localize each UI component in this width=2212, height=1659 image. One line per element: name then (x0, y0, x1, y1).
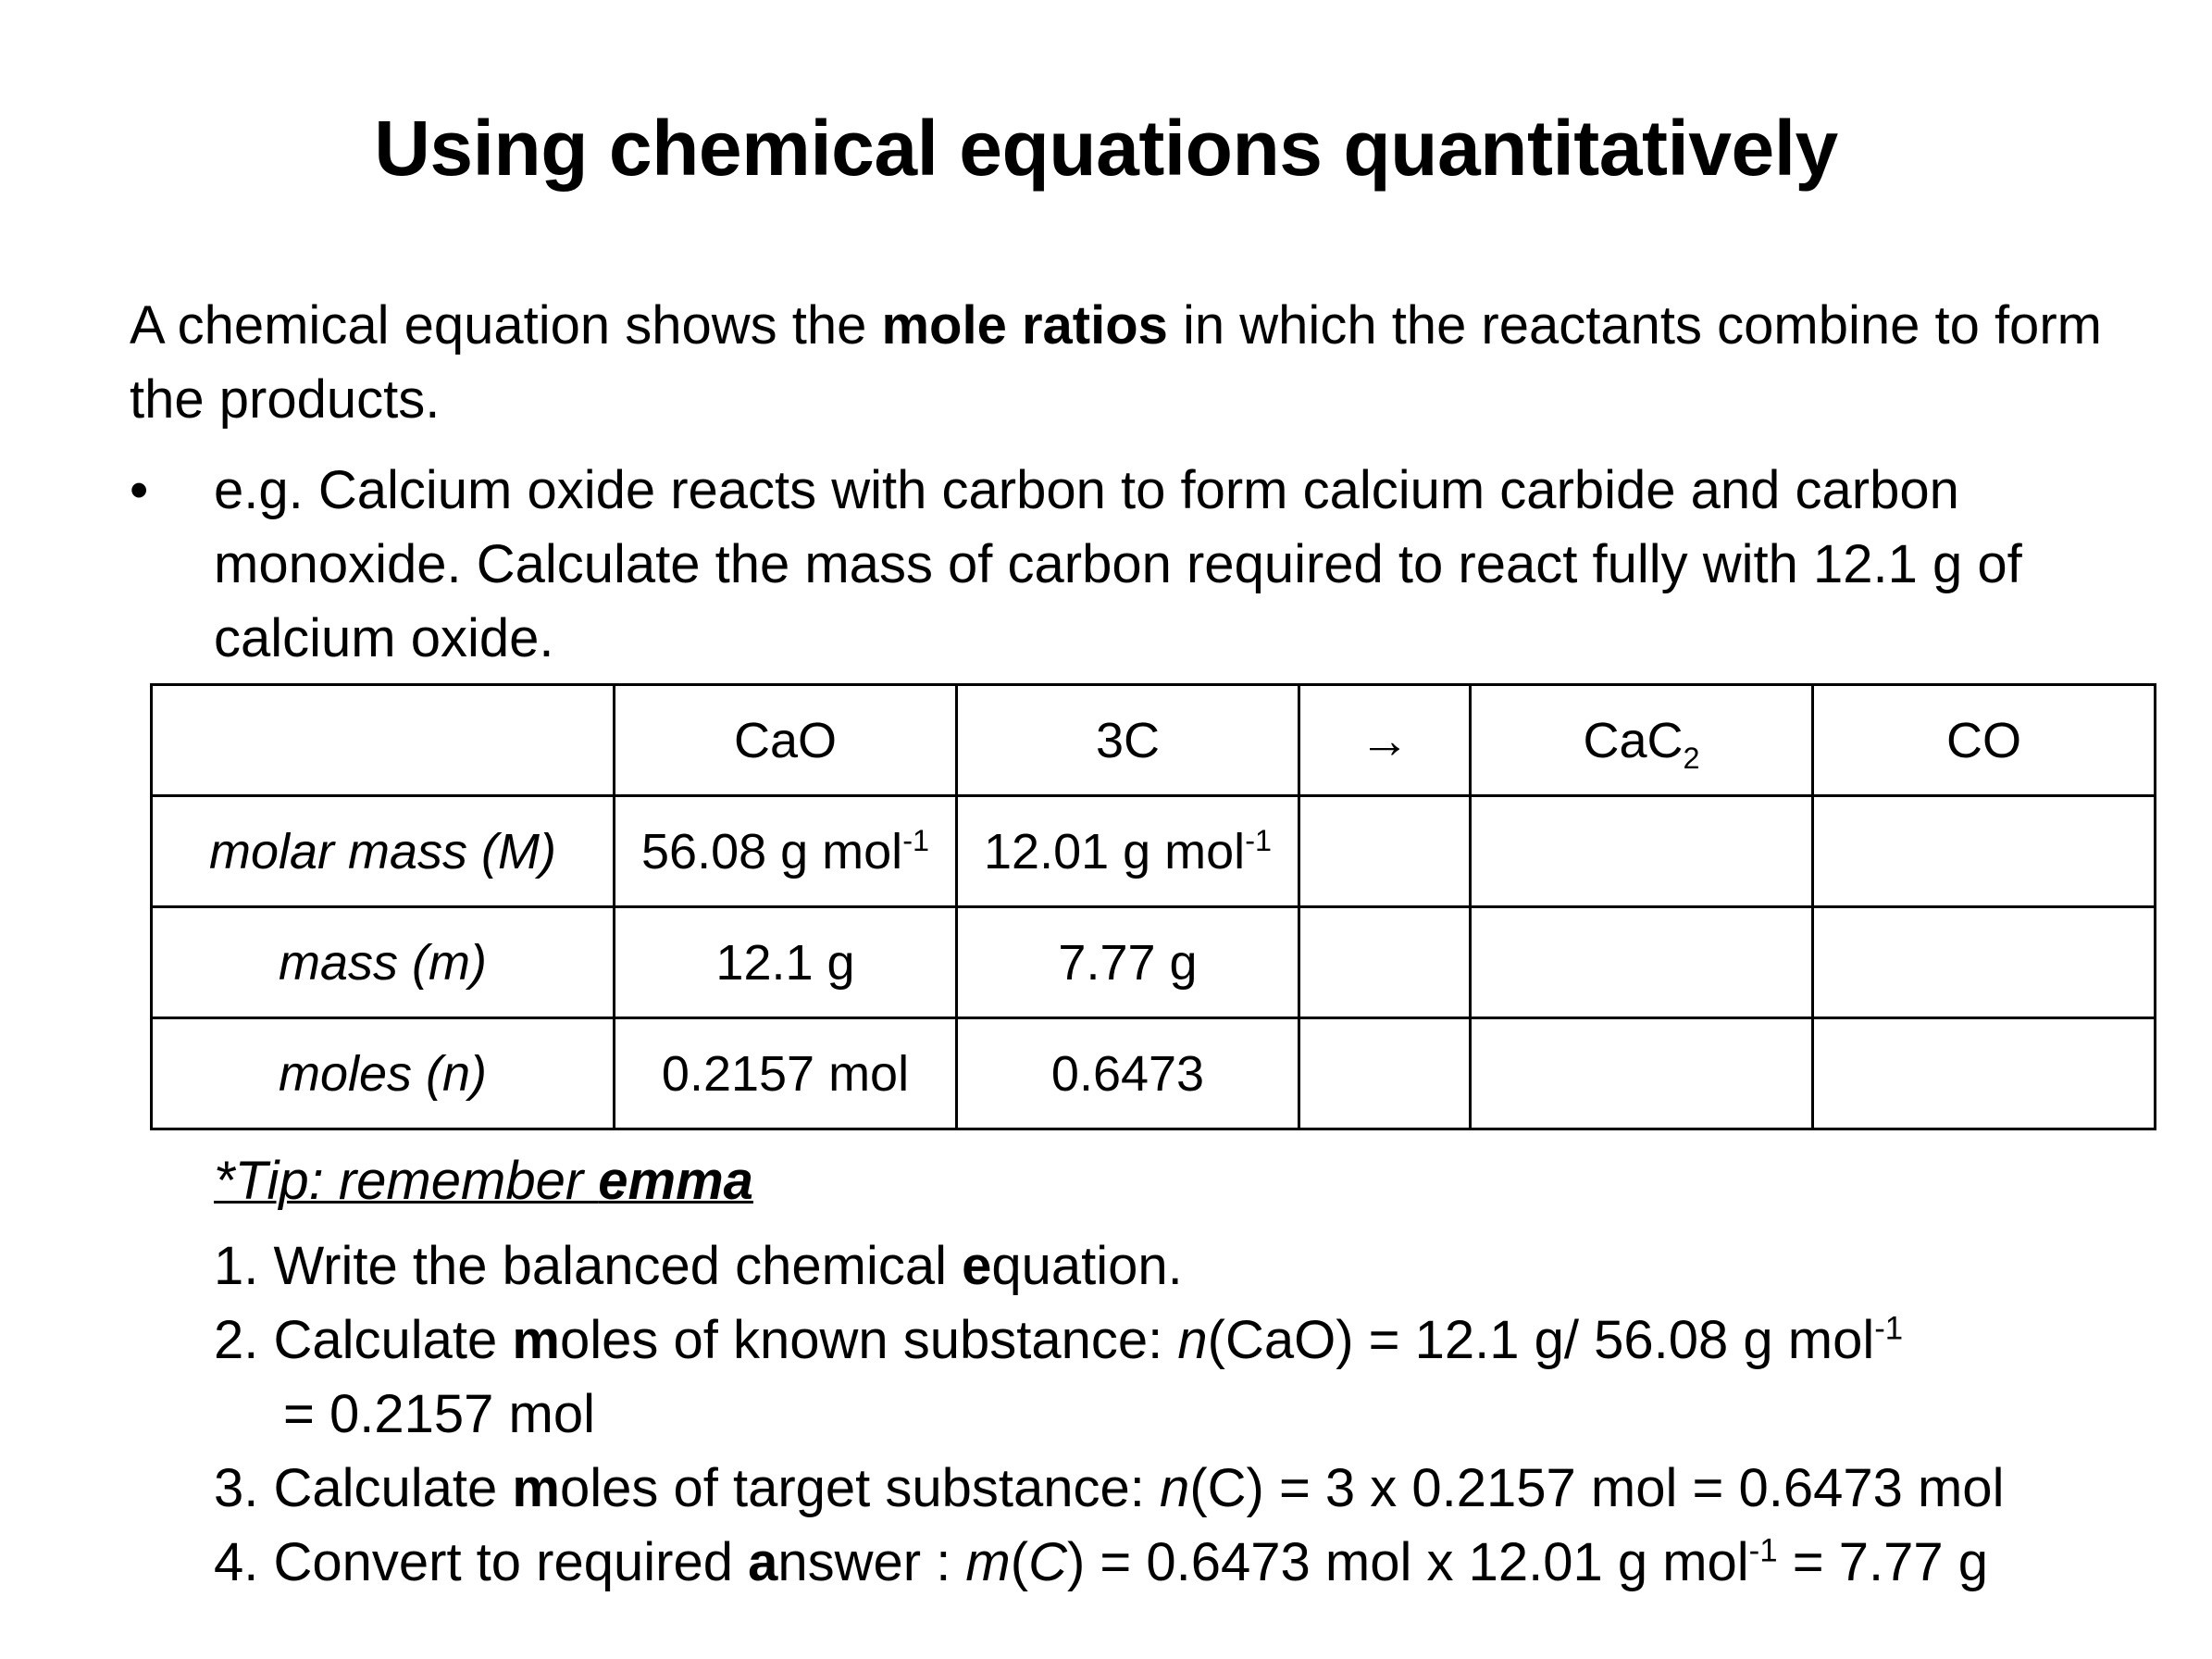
row-label-mass: mass (m) (152, 907, 615, 1018)
cell-cao-moles: 0.2157 mol (615, 1018, 957, 1129)
step-3-text: 3. Calculate (214, 1458, 513, 1518)
step-2-text-mid: oles of known substance: (559, 1310, 1178, 1370)
cao-molar-mass-value: 56.08 g mol (641, 823, 903, 879)
step-3-text-mid: oles of target substance: (559, 1458, 1161, 1518)
cac2-subscript: 2 (1683, 741, 1700, 775)
step-4-letter: a (748, 1532, 778, 1592)
empty-cell (1299, 796, 1471, 907)
step-3-equation: (C) = 3 x 0.2157 mol = 0.6473 mol (1189, 1458, 2005, 1518)
cell-cao-mass: 12.1 g (615, 907, 957, 1018)
empty-cell (1471, 796, 1813, 907)
empty-cell (1471, 1018, 1813, 1129)
step-2-equation: (CaO) = 12.1 g/ 56.08 g mol (1207, 1310, 1875, 1370)
step-1-text-end: quation. (991, 1236, 1183, 1296)
step-4-exponent: -1 (1748, 1532, 1778, 1569)
table-row (152, 796, 2156, 907)
page-title: Using chemical equations quantitatively (374, 105, 1838, 192)
step-2-exponent: -1 (1874, 1310, 1904, 1347)
empty-cell (1299, 1018, 1471, 1129)
intro-paragraph (130, 289, 2147, 437)
tip-mnemonic: emma (598, 1151, 753, 1211)
intro-text-end: in which the reactants combine to form the products. (130, 295, 2102, 430)
step-1-letter: e (962, 1236, 992, 1296)
tip-prefix: *Tip: remember (214, 1151, 599, 1211)
steps-list (214, 1229, 2157, 1600)
empty-cell (1813, 1018, 2156, 1129)
step-2-variable: n (1177, 1310, 1208, 1370)
step-4-variable-c: C (1028, 1532, 1067, 1592)
header-carbon: 3C (957, 685, 1299, 796)
step-3-variable: n (1160, 1458, 1190, 1518)
header-co: CO (1813, 685, 2156, 796)
tip-heading (214, 1144, 753, 1218)
intro-bold-term: mole ratios (881, 295, 1168, 356)
step-4-equation: ) = 0.6473 mol x 12.01 g mol (1066, 1532, 1749, 1592)
step-4-result: = 7.77 g (1777, 1532, 1988, 1592)
cao-molar-mass-exponent: -1 (902, 823, 929, 857)
step-2-text: 2. Calculate (214, 1310, 513, 1370)
table-row (152, 907, 2156, 1018)
cac2-formula: CaC (1583, 712, 1684, 768)
empty-cell (1471, 907, 1813, 1018)
reaction-arrow: → (1299, 685, 1471, 796)
step-4-variable: m (965, 1532, 1011, 1592)
stoichiometry-table (150, 683, 2156, 1130)
step-2-letter: m (512, 1310, 560, 1370)
empty-cell (1813, 907, 2156, 1018)
cell-c-molar-mass (957, 796, 1299, 907)
table-row (152, 1018, 2156, 1129)
example-text: e.g. Calcium oxide reacts with carbon to form calcium carbide and carbon monoxide. Calculate the mass of carbon required to react fully with 12.1 g of calcium oxide. (214, 460, 2022, 668)
cell-c-moles: 0.6473 (957, 1018, 1299, 1129)
intro-text-start: A chemical equation shows the (130, 295, 882, 356)
c-molar-mass-exponent: -1 (1245, 823, 1272, 857)
empty-cell (1813, 796, 2156, 907)
step-4-paren-open: ( (1010, 1532, 1029, 1592)
cell-c-mass: 7.77 g (957, 907, 1299, 1018)
step-4-text: 4. Convert to required (214, 1532, 749, 1592)
step-3-letter: m (512, 1458, 560, 1518)
step-2-continuation: = 0.2157 mol (283, 1384, 595, 1444)
step-4 (214, 1526, 2157, 1600)
step-1-text: 1. Write the balanced chemical (214, 1236, 963, 1296)
header-empty-cell (152, 685, 615, 796)
step-1 (214, 1229, 2157, 1304)
step-4-text-mid: nswer : (777, 1532, 966, 1592)
table-header-row (152, 685, 2156, 796)
cell-cao-molar-mass (615, 796, 957, 907)
header-cac2 (1471, 685, 1813, 796)
empty-cell (1299, 907, 1471, 1018)
header-cao: CaO (615, 685, 957, 796)
row-label-molar-mass: molar mass (M) (152, 796, 615, 907)
bullet-icon: • (130, 460, 149, 520)
row-label-moles: moles (n) (152, 1018, 615, 1129)
step-2 (214, 1304, 2157, 1378)
step-3 (214, 1452, 2157, 1526)
c-molar-mass-value: 12.01 g mol (984, 823, 1246, 879)
